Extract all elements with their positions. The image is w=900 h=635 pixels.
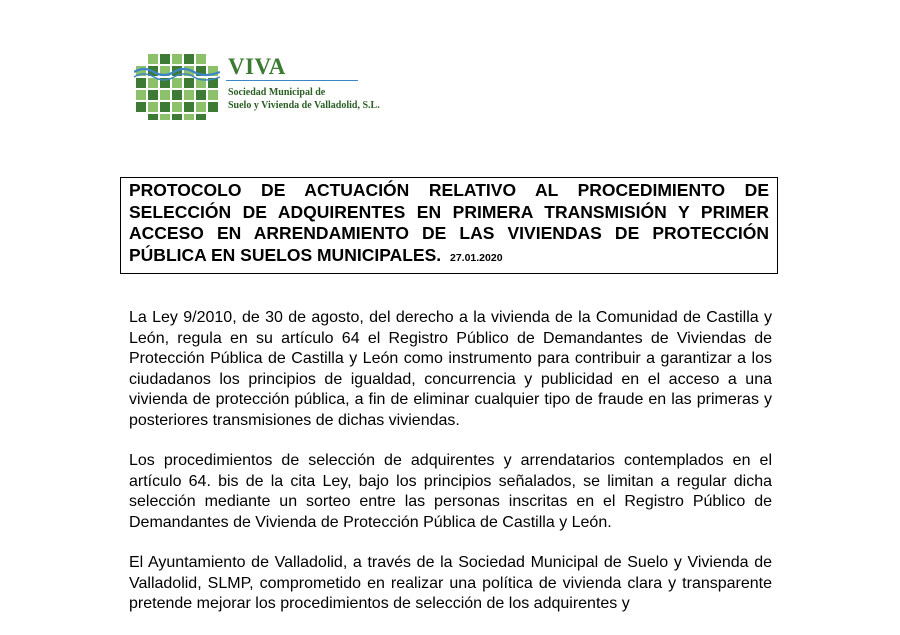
logo-grid-square xyxy=(172,102,182,112)
logo-grid-square xyxy=(160,90,170,100)
viva-logo xyxy=(134,52,380,122)
logo-divider xyxy=(226,80,358,81)
logo-grid-square xyxy=(184,78,194,88)
document-title: PROTOCOLO DE ACTUACIÓN RELATIVO AL PROCEDIMIENTO DE SELECCIÓN DE ADQUIRENTES EN PRIMERA TRANSMISIÓN Y PRIMER ACCESO EN ARRENDAMIENTO DE LAS VIVIENDAS DE PROTECCIÓN PÚBLICA EN SUELOS MUNICIPALES. xyxy=(129,180,769,265)
logo-grid-square xyxy=(208,90,218,100)
logo-grid-square xyxy=(184,102,194,112)
logo-name: VIVA xyxy=(228,54,286,79)
logo-grid-square xyxy=(208,102,218,112)
logo-grid-square xyxy=(148,114,158,120)
logo-grid-square xyxy=(148,90,158,100)
logo-grid-square xyxy=(136,90,146,100)
logo-grid-square xyxy=(148,102,158,112)
paragraph-2: Los procedimientos de selección de adquirentes y arrendatarios contemplados en el artículo 64. bis de la cita Ley, bajo los principios señalados, se limitan a regular dicha selección mediante un sorteo entre las personas inscritas en el Registro Público de Demandantes de Vivienda de Protección Pública de Castilla y León. xyxy=(129,452,772,531)
paragraph-1: La Ley 9/2010, de 30 de agosto, del derecho a la vivienda de la Comunidad de Castilla y León, regula en su artículo 64 el Registro Público de Demandantes de Viviendas de Protección Pública de Castilla y León como instrumento para contribuir a garantizar a los ciudadanos los principios de igualdad, concurrencia y publicidad en el acceso a una vivienda de protección pública, a fin de eliminar cualquier tipo de fraude en las primeras y posteriores transmisiones de dichas viviendas. xyxy=(129,309,772,429)
logo-grid-square xyxy=(196,102,206,112)
logo-grid-icon xyxy=(134,52,220,120)
logo-grid-square xyxy=(196,114,206,120)
logo-grid-square xyxy=(172,114,182,120)
logo-grid-square xyxy=(160,102,170,112)
logo-subtitle-line2: Suelo y Vivienda de Valladolid, S.L. xyxy=(228,100,380,111)
logo-grid-square xyxy=(184,114,194,120)
logo-subtitle-line1: Sociedad Municipal de xyxy=(228,87,326,98)
logo-grid-square xyxy=(148,78,158,88)
logo-grid-square xyxy=(160,114,170,120)
logo-grid-square xyxy=(172,78,182,88)
paragraph-3: El Ayuntamiento de Valladolid, a través de la Sociedad Municipal de Suelo y Vivienda de Valladolid, SLMP, comprometido en realizar una política de vivienda clara y transparente pretende mejorar los procedimientos de selección de los adquirentes y xyxy=(129,554,772,612)
logo-grid-square xyxy=(196,54,206,64)
document-date: 27.01.2020 xyxy=(449,251,503,264)
logo-grid-square xyxy=(184,90,194,100)
logo-grid-square xyxy=(184,54,194,64)
logo-grid-square xyxy=(136,78,146,88)
document-body xyxy=(129,308,772,635)
logo-grid-square xyxy=(136,102,146,112)
logo-grid-square xyxy=(196,90,206,100)
document-title-box xyxy=(120,177,778,274)
logo-grid-square xyxy=(148,54,158,64)
logo-grid-square xyxy=(160,54,170,64)
logo-grid-square xyxy=(172,90,182,100)
logo-grid-square xyxy=(172,54,182,64)
